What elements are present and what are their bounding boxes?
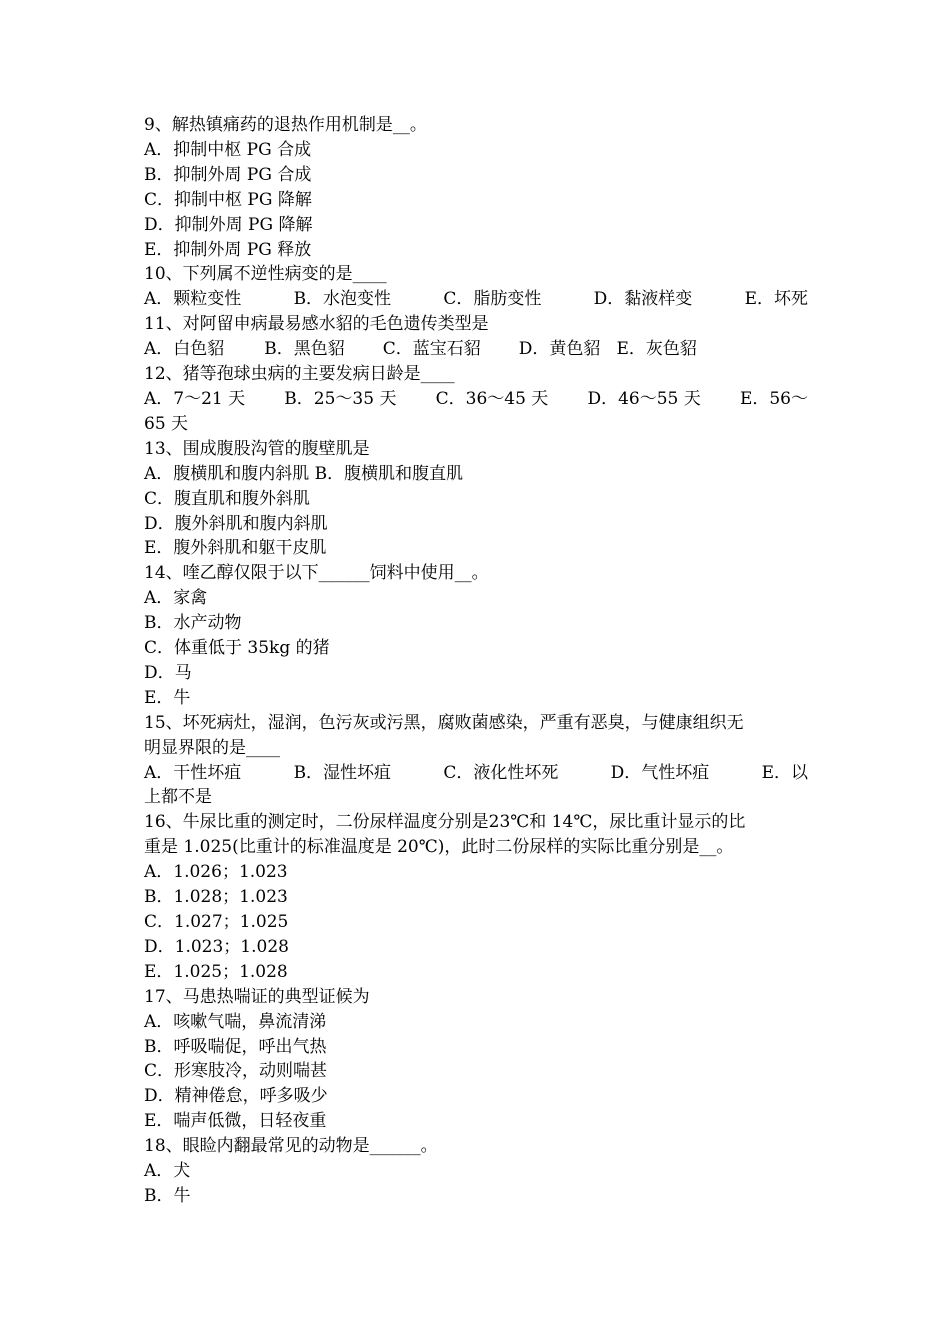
option-a: A．1.026；1.023: [144, 862, 288, 883]
option-c: C．抑制中枢 PG 降解: [144, 189, 312, 210]
option-e: E．以: [761, 762, 808, 783]
option-b: B．湿性坏疽: [293, 762, 392, 783]
option-d: D．腹外斜肌和腹内斜肌: [144, 513, 328, 534]
option-e: E．灰色貂: [616, 339, 697, 360]
option-c: C．脂肪变性: [443, 289, 542, 310]
option-d: D．抑制外周 PG 降解: [144, 214, 313, 235]
question-9-stem: 9、解热镇痛药的退热作用机制是__。: [144, 115, 427, 135]
option-e: E．1.025；1.028: [144, 961, 288, 982]
option-e: E．抑制外周 PG 释放: [144, 239, 312, 260]
question-list: [144, 113, 808, 1209]
option-c: C．体重低于 35kg 的猪: [144, 638, 330, 659]
question-13-stem: 13、围成腹股沟管的腹壁肌是: [144, 438, 370, 459]
option-c: C．形寒肢冷，动则喘甚: [144, 1061, 328, 1082]
option-a: A．抑制中枢 PG 合成: [144, 139, 312, 160]
option-b: B．25～35 天: [284, 388, 397, 409]
option-c: C．蓝宝石貂: [382, 339, 481, 360]
option-d: D．气性坏疽: [610, 762, 710, 783]
option-e: E．坏死: [744, 289, 808, 310]
option-e-continuation: 65 天: [144, 413, 189, 434]
option-d: D．黏液样变: [593, 289, 693, 310]
option-a: A．7～21 天: [144, 388, 246, 409]
question-15-stem-line-2: 明显界限的是____: [144, 737, 280, 758]
option-c: C．36～45 天: [435, 388, 549, 409]
option-b: B．1.028；1.023: [144, 887, 288, 908]
question-15-stem-line-1: 15、坏死病灶，湿润，色污灰或污黑，腐败菌感染，严重有恶臭，与健康组织无: [144, 712, 744, 733]
question-16-stem-line-2: 重是 1.025(比重计的标准温度是 20℃)，此时二份尿样的实际比重分别是__。: [144, 837, 734, 858]
option-d: D．马: [144, 662, 192, 683]
question-15-options: [144, 761, 808, 786]
option-e-continuation: 上都不是: [144, 787, 212, 808]
question-11-options: [144, 337, 808, 362]
option-e: E．腹外斜肌和躯干皮肌: [144, 538, 327, 559]
option-a: A．白色貂: [144, 339, 225, 360]
option-a: A．犬: [144, 1161, 191, 1182]
option-c: C．1.027；1.025: [144, 912, 289, 932]
option-a: A．咳嗽气喘，鼻流清涕: [144, 1011, 327, 1032]
question-14-stem: 14、喹乙醇仅限于以下______饲料中使用__。: [144, 563, 489, 584]
option-d: D．黄色貂: [518, 339, 601, 360]
option-b: B．呼吸喘促，呼出气热: [144, 1036, 327, 1057]
option-e: E．喘声低微，日轻夜重: [144, 1111, 327, 1132]
option-d: D．46～55 天: [587, 388, 701, 409]
options-a-b: A．腹横肌和腹内斜肌 B．腹横肌和腹直肌: [144, 463, 464, 484]
question-18-stem: 18、眼睑内翻最常见的动物是______。: [144, 1136, 438, 1157]
option-e: E．牛: [144, 687, 191, 708]
question-10-options: [144, 287, 808, 312]
option-c: C．液化性坏死: [443, 762, 559, 783]
question-16-stem-line-1: 16、牛尿比重的测定时，二份尿样温度分别是23℃和 14℃，尿比重计显示的比: [144, 812, 746, 833]
question-12-stem: 12、猪等孢球虫病的主要发病日龄是____: [144, 364, 455, 385]
question-17-stem: 17、马患热喘证的典型证候为: [144, 986, 370, 1007]
option-a: A．家禽: [144, 588, 208, 609]
option-e: E．56～: [739, 388, 808, 409]
option-a: A．干性坏疽: [144, 762, 242, 783]
option-b: B．牛: [144, 1185, 191, 1206]
option-a: A．颗粒变性: [144, 289, 242, 310]
option-b: B．黑色貂: [264, 339, 345, 360]
option-d: D．1.023；1.028: [144, 936, 289, 957]
question-12-options: [144, 387, 808, 412]
question-10-stem: 10、下列属不逆性病变的是____: [144, 264, 387, 285]
option-b: B．水产动物: [144, 613, 242, 634]
question-11-stem: 11、对阿留申病最易感水貂的毛色遗传类型是: [144, 314, 489, 335]
option-b: B．抑制外周 PG 合成: [144, 164, 312, 185]
option-c: C．腹直肌和腹外斜肌: [144, 488, 311, 509]
option-d: D．精神倦怠，呼多吸少: [144, 1086, 328, 1107]
option-b: B．水泡变性: [293, 289, 392, 310]
